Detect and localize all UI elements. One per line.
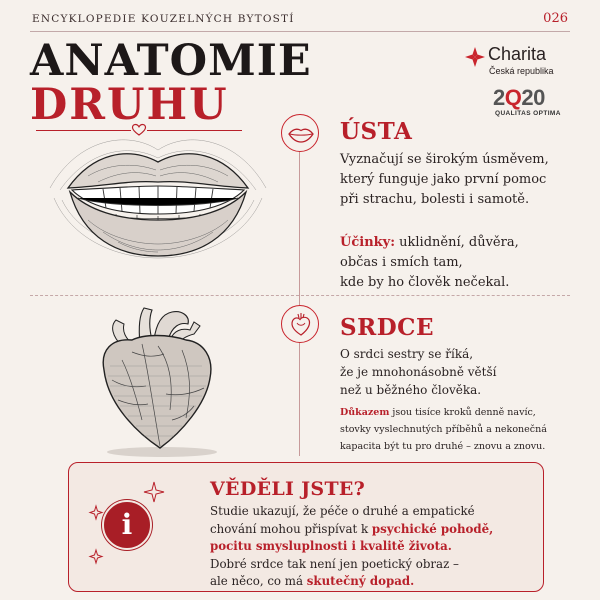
effects-text: kde by ho člověk nečekal. xyxy=(340,275,510,290)
mouth-heading: ÚSTA xyxy=(340,118,413,145)
effects-label: Účinky: xyxy=(340,235,396,250)
heart-description xyxy=(340,345,496,399)
info-heading: VĚDĚLI JSTE? xyxy=(210,478,366,500)
section-separator xyxy=(30,295,570,296)
lips-icon xyxy=(281,114,319,152)
quality-year-digit: 2 xyxy=(521,85,534,110)
charita-subtitle: Česká republika xyxy=(489,66,554,76)
page-title-line1: ANATOMIE xyxy=(30,36,312,86)
info-highlight: skutečný dopad. xyxy=(306,574,415,588)
heart-text-line: O srdci sestry se říká, xyxy=(340,347,474,361)
quality-year-digit: 2 xyxy=(493,85,505,110)
mouth-effects xyxy=(340,233,519,293)
issue-number: 026 xyxy=(543,11,568,26)
heart-text-line: než u běžného člověka. xyxy=(340,383,482,397)
quality-subtitle: QUALITAS OPTIMA xyxy=(495,110,561,117)
info-highlight: pocitu smysluplnosti i kvalitě života. xyxy=(210,539,452,553)
charita-name: Charita xyxy=(488,44,547,64)
quality-year-digit: 0 xyxy=(533,85,545,110)
proof-text: kapacita být tu pro druhé – znovu a znovu. xyxy=(340,441,546,452)
effects-text: občas i smích tam, xyxy=(340,255,463,270)
mouth-text-line: při strachu, bolesti i samotě. xyxy=(340,192,530,207)
heart-illustration xyxy=(82,300,232,460)
info-icon xyxy=(102,500,152,550)
mouth-text-line: který funguje jako první pomoc xyxy=(340,172,547,187)
proof-text: jsou tisíce kroků denně navíc, xyxy=(389,407,536,418)
info-line: chování mohou přispívat k xyxy=(210,521,372,536)
info-icon-letter: i xyxy=(121,508,133,541)
info-line: Dobré srdce tak není jen poetický obraz – xyxy=(210,556,459,571)
page-title-line2: DRUHU xyxy=(30,80,229,130)
header-rule xyxy=(30,31,570,32)
charita-cross-icon xyxy=(464,46,486,68)
mouth-description xyxy=(340,150,549,210)
quality-year-q: Q xyxy=(504,85,522,110)
info-highlight: psychické pohodě, xyxy=(371,521,494,536)
series-title: ENCYKLOPEDIE KOUZELNÝCH BYTOSTÍ xyxy=(32,13,295,25)
quality-logo xyxy=(493,85,545,111)
effects-text: uklidnění, důvěra, xyxy=(395,235,519,250)
heart-icon xyxy=(281,305,319,343)
center-divider xyxy=(299,146,300,456)
info-line: ale něco, co má xyxy=(210,574,307,588)
proof-label: Důkazem xyxy=(340,407,390,418)
lips-illustration xyxy=(48,128,268,283)
heart-heading: SRDCE xyxy=(340,314,435,341)
info-text xyxy=(210,503,493,591)
proof-text: stovky vyslechnutých příběhů a nekonečná xyxy=(340,424,547,435)
info-line: Studie ukazují, že péče o druhé a empatické xyxy=(210,504,475,518)
heart-proof xyxy=(340,404,547,455)
heart-text-line: že je mnohonásobně větší xyxy=(340,365,497,379)
mouth-text-line: Vyznačují se širokým úsměvem, xyxy=(340,152,549,167)
